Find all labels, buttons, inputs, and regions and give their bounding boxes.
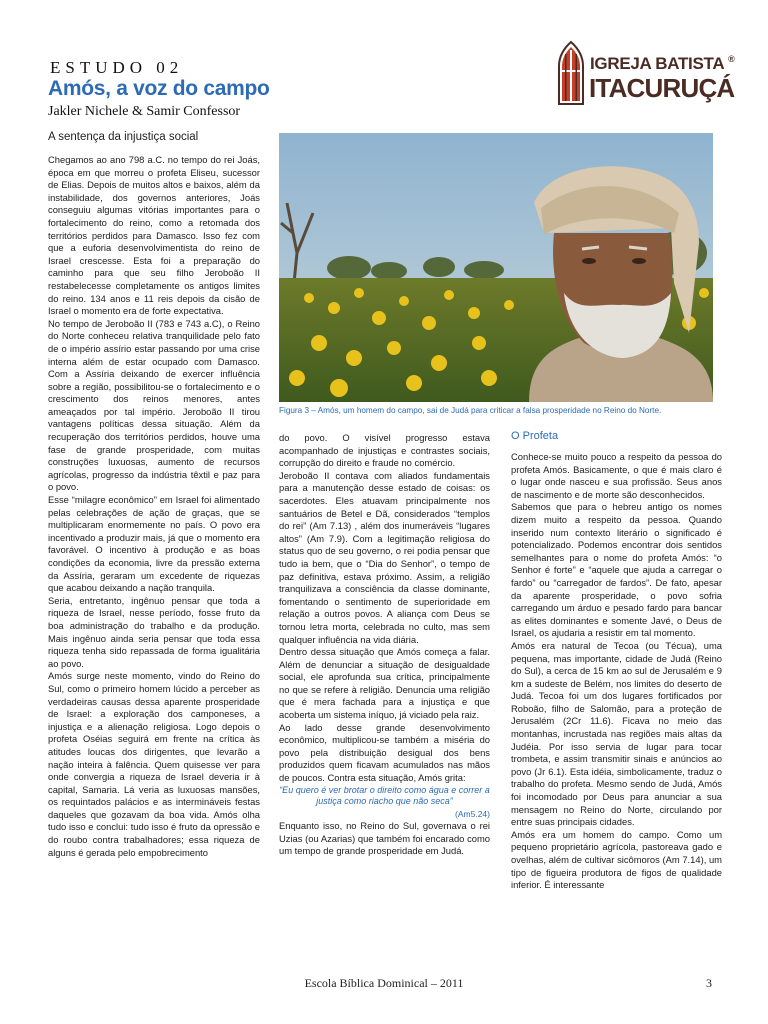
paragraph: No tempo de Jeroboão II (783 e 743 a.C), o Reino do Norte conheceu relativa tranquilidade pelo fato de o império assírio estar passando por uma crise interna além de estar ocupado com Damasco. Com a Assíria deixando de exercer influência sobre a região, possibilitou-se o fortalecimento e o crescimento dos reinos menores, antes ameaçados por tal império. Jeroboão II tirou vantagens políticas dessa situação. Além da recuperação dos territórios perdidos, houve uma fase de grande prosperidade, com muitas construções luxuosas, aumento de recursos agrícolas, progresso da indústria têxtil e paz para o povo. xyxy=(48,317,260,493)
scripture-reference: (Am5.24) xyxy=(455,808,490,819)
text-column-1 xyxy=(48,154,260,859)
paragraph: Chegamos ao ano 798 a.C. no tempo do rei Joás, época em que morreu o profeta Eliseu, sucessor de Elias. Depois de muitos altos e baixos, além da instabilidade, dos governos anteriores, Joás conseguiu algumas vitórias importantes para o fortalecimento do reino, como a retomada dos territórios perdidos para Damasco. Isso fez com que a euforia desenvolvimentista do reino de Israel crescesse. Esta foi a preparação do caminho para que seu filho Jeroboão II restabelecesse completamente os antigos limites do reino. 134 anos e 11 reis depois da cisão de Israel o momento era de forte expectativa. xyxy=(48,154,260,317)
paragraph: Sabemos que para o hebreu antigo os nomes dizem muito a respeito da pessoa. Quando inserido num contexto literário o significado é potencializado. Podemos encontrar dois sentidos semelhantes para o nome do profeta Amós: “o Senhor é forte” e “aquele que ajuda a carregar o fardo” ou “carregador de fardos”. De fato, apesar da aparente prosperidade, o povo sofria carregando um árduo e pesado fardo para bancar as elites dominantes e somente Javé, o Deus de Israel, os ajudaria a resistir em tal momento. xyxy=(511,501,722,639)
paragraph: do povo. O visível progresso estava acompanhado de injustiças e contrastes sociais, corrupção do direito e fraude no comércio. xyxy=(279,432,490,469)
logo-text-line2: ITACURUÇÁ xyxy=(589,73,735,103)
scripture-quote: “Eu quero é ver brotar o direito como água e correr a justiça como riacho que não seca” xyxy=(279,784,490,807)
paragraph: Jeroboão II contava com aliados fundamentais para a manutenção desse estado de coisas: os sacerdotes. Eles atuavam principalmente nos santuários de Betel e Dã, considerados “templos do rei” (Am 7.13) , além dos inumeráveis “lugares altos” (Am 7.9). Com a legitimação religiosa do status quo de seu governo, o rei podia pensar que tudo ia bem, que o “Dia do Senhor”, o tempo de paz definitiva, estava próximo. Assim, a religião tranquilizava a consciência da classe dominante, fomentando o sentimento de superioridade em relação a outros povos. A aliança com Deus se tornou letra morta, celebrada no culto, mas sem qualquer influência na vida diária. xyxy=(279,469,490,645)
text-column-2 xyxy=(279,432,490,858)
paragraph: Seria, entretanto, ingênuo pensar que toda a riqueza de Israel, nesse período, fosse fruto da boa administração do trabalho e da produção. Mais ingênuo ainda seria pensar que toda essa riqueza tenha sido repassada de forma igualitária ao povo. xyxy=(48,594,260,669)
text-column-3 xyxy=(511,451,722,892)
logo-text-line1: IGREJA BATISTA ® xyxy=(590,54,735,73)
paragraph: Amós surge neste momento, vindo do Reino do Sul, como o primeiro homem lúcido a perceber as verdadeiras causas dessa aparente prosperidade de Israel: a exploração dos camponeses, a injustiça e a alienação religiosa. Logo depois o profeta Oséias seguirá em frente na crítica às atitudes loucas dos dirigentes, que levarão a nação inteira à falência. Quem quisesse ver para onde convergia a riqueza de Israel deveria ir à capital, Samaria. Lá veria as luxuosas mansões, os requintados palácios e as intermináveis festas daqueles que gozavam da boa vida. Amós olha tudo isso e conclui: tudo isso é fruto da opressão e do roubo contra trabalhadores; essa riqueza de alguns é gerada pelo empobrecimento xyxy=(48,670,260,858)
figure-caption: Figura 3 – Amós, um homem do campo, sai de Judá para criticar a falsa prosperidade no Reino do Norte. xyxy=(279,406,662,415)
paragraph: Amós era um homem do campo. Como um pequeno proprietário agrícola, pastoreava gado e ovelhas, além de cultivar sicômoros (Am 7.14), um tipo de figueira produtora de figos de qualidade inferior. É interessante xyxy=(511,828,722,891)
subsection-heading: O Profeta xyxy=(511,430,559,442)
paragraph: Esse “milagre econômico” em Israel foi alimentado pelas celebrações de ação de graças, que se multiplicaram enormemente no país. O povo era incentivado a produzir mais, já que o momento era favorável. O incentivo à produção e as boas condições da economia, livre da pressão externa da Assíria, geraram um excedente de riquezas que acabou deixando a nação tranquila. xyxy=(48,494,260,594)
church-window-icon xyxy=(556,40,586,106)
page-footer: Escola Bíblica Dominical – 2011 xyxy=(304,976,464,990)
article-title: Amós, a voz do campo xyxy=(48,77,270,100)
paragraph: Conhece-se muito pouco a respeito da pessoa do profeta Amós. Basicamente, o que é mais claro é o lugar onde nasceu e sua profissão. Seus anos de nascimento e de morte são desconhecidos. xyxy=(511,451,722,500)
paragraph: Amós era natural de Tecoa (ou Técua), uma pequena, mas importante, cidade de Judá (Reino do Sul), a cerca de 15 km ao sul de Jerusalém e 9 km a sudeste de Belém, nos limites do deserto de Judá. Tecoa foi um dos lugares fortificados por Roboão, filho de Salomão, para a proteção de Jerusalém (2Cr 11.6). Ficava no meio das montanhas, incrustada nas regiões mais altas da Judéia. Por isso servia de lugar para tocar trombeta, e assim transmitir sinais e anúncios ao povo (Jr 6.1). Esta idéia, simbolicamente, traduz o trabalho do profeta. Mesmo sendo de Judá, Amós foi incomodado por Deus para anunciar a sua mensagem no Reino do Norte, circulando por entre suas principais cidades. xyxy=(511,639,722,828)
paragraph: Dentro dessa situação que Amós começa a falar. Além de denunciar a situação de desigualdade social, ele aprofunda sua crítica, principalmente no que se refere à religião. Denuncia uma religião que é mera fachada para a injustiça e que acoberta um sistema iníquo, já viciado pela raiz. xyxy=(279,646,490,721)
paragraph: Ao lado desse grande desenvolvimento econômico, multiplicou-se também a miséria do povo pela distribuição desigual dos bens produzidos quem ficavam acumulados nas mãos de poucos. Contra esta situação, Amós grita: xyxy=(279,721,490,784)
section-heading: A sentença da injustiça social xyxy=(48,131,199,143)
page-number: 3 xyxy=(706,976,712,990)
article-authors: Jakler Nichele & Samir Confessor xyxy=(48,104,241,119)
farmer-portrait-image xyxy=(279,133,713,402)
church-logo xyxy=(556,40,736,108)
study-label: ESTUDO 02 xyxy=(50,58,184,77)
paragraph: Enquanto isso, no Reino do Sul, governava o rei Uzias (ou Azarias) que também foi encarado como um tempo de grande prosperidade em Judá. xyxy=(279,820,490,857)
figure-photo xyxy=(279,133,713,402)
